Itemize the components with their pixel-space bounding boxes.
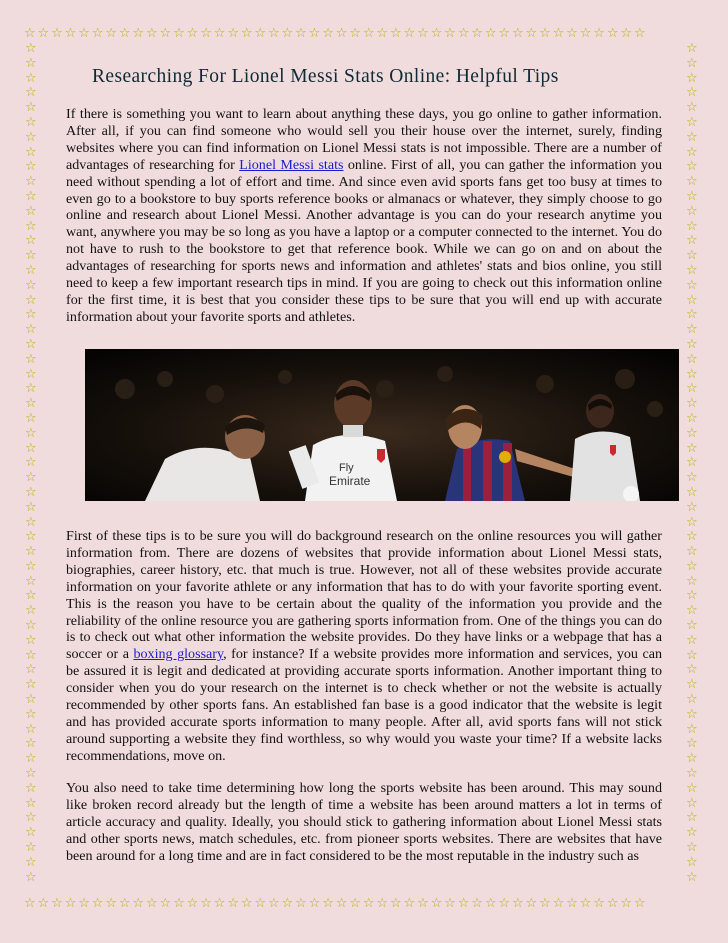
star-icon: ☆ [25, 203, 37, 219]
star-icon: ☆ [25, 188, 37, 204]
star-icon: ☆ [686, 544, 698, 560]
star-icon: ☆ [686, 470, 698, 486]
star-icon: ☆ [25, 218, 37, 234]
star-icon: ☆ [686, 766, 698, 782]
star-icon: ☆ [686, 558, 698, 574]
star-icon: ☆ [686, 55, 698, 71]
star-icon: ☆ [686, 410, 698, 426]
star-icon: ☆ [25, 440, 37, 456]
star-icon: ☆ [25, 869, 37, 885]
inline-link[interactable]: Lionel Messi stats [239, 156, 344, 173]
star-icon: ☆ [686, 618, 698, 634]
star-icon: ☆ [25, 544, 37, 560]
star-icon: ☆ [686, 810, 698, 826]
star-icon: ☆ [25, 780, 37, 796]
star-icon: ☆ [686, 854, 698, 870]
star-icon: ☆ [686, 780, 698, 796]
sponsor-fly: Fly [339, 462, 354, 474]
star-icon: ☆ [25, 100, 37, 116]
star-icon: ☆ [25, 336, 37, 352]
inline-link[interactable]: boxing glossary [133, 646, 224, 663]
paragraph-intro [66, 106, 662, 326]
star-icon: ☆ [686, 721, 698, 737]
paragraph-website-age [66, 780, 662, 865]
star-icon: ☆ [686, 588, 698, 604]
star-icon: ☆ [25, 470, 37, 486]
star-icon: ☆ [686, 677, 698, 693]
star-icon: ☆ [25, 396, 37, 412]
star-icon: ☆ [25, 795, 37, 811]
star-icon: ☆ [686, 322, 698, 338]
star-icon: ☆ [25, 114, 37, 130]
star-icon: ☆ [686, 706, 698, 722]
paragraph-background-research [66, 528, 662, 765]
star-icon: ☆ [686, 396, 698, 412]
star-icon: ☆ [686, 144, 698, 160]
star-icon: ☆ [686, 70, 698, 86]
star-icon: ☆ [686, 514, 698, 530]
star-icon: ☆ [25, 558, 37, 574]
star-icon: ☆ [686, 233, 698, 249]
sponsor-emirates: Emirate [329, 474, 371, 488]
star-icon: ☆ [686, 114, 698, 130]
paragraph-text: online. First of all, you can gather the information you need without spending a lot of effort and time. And since even avid sports fans get too busy at times to even go to a bookstore to buy sports reference books or almanacs or whatever, they simply choose to go online and research about Lionel Messi. Another advantage is you can do your research anytime you want, anywhere you may be so long as you have a laptop or a computer connected to the internet. You do not have to rush to the bookstore to get that reference book. While we can go on and on about the advantages of researching for sports news and information and athletes' stats and bios online, you still need to keep a few important research tips in mind. If you are going to check out this information online for the first time, it is best that you consider these tips to be sure that you will end up with accurate information about your favorite sports and athletes. [66, 156, 662, 325]
star-icon: ☆ [25, 292, 37, 308]
star-icon: ☆ [25, 825, 37, 841]
paragraph-text: You also need to take time determining how long the sports website has been around. This may sound like broken record already but the length of time a website has been around matters a lot in terms of article accuracy and quality. Ideally, you should stick to gathering information about Lionel Messi stats and other sports news, match schedules, etc. from pioneer sports websites. There are websites that have been around for a long time and are in fact considered to be the most reputable in the industry such as [66, 780, 662, 864]
star-icon: ☆ [25, 854, 37, 870]
star-icon: ☆ [25, 425, 37, 441]
star-icon: ☆ [25, 144, 37, 160]
star-icon: ☆ [686, 307, 698, 323]
star-icon: ☆ [25, 159, 37, 175]
star-icon: ☆ [686, 869, 698, 885]
star-icon: ☆ [25, 588, 37, 604]
star-icon: ☆ [25, 484, 37, 500]
paragraph-text: If there is something you want to learn about anything these days, you go online to gather information. After all, if you can find someone who would sell you their house over the internet, surely, finding websites where you can find information on Lionel Messi stats is not impossible. There are a number of advantages of researching for [66, 106, 662, 173]
star-icon: ☆ [686, 440, 698, 456]
star-icon: ☆ [686, 529, 698, 545]
star-icon: ☆ [686, 425, 698, 441]
star-icon: ☆ [686, 203, 698, 219]
star-icon: ☆ [25, 55, 37, 71]
star-icon: ☆ [25, 277, 37, 293]
star-icon: ☆ [686, 795, 698, 811]
star-icon: ☆ [686, 736, 698, 752]
star-icon: ☆ [686, 218, 698, 234]
star-icon: ☆ [25, 85, 37, 101]
star-icon: ☆ [25, 174, 37, 190]
star-icon: ☆ [25, 603, 37, 619]
star-icon: ☆ [25, 351, 37, 367]
star-icon: ☆ [25, 455, 37, 471]
star-icon: ☆ [25, 840, 37, 856]
star-icon: ☆ [686, 484, 698, 500]
star-icon: ☆ [686, 129, 698, 145]
star-icon: ☆ [25, 662, 37, 678]
page-title: Researching For Lionel Messi Stats Online: Helpful Tips [92, 66, 559, 87]
star-icon: ☆ [25, 573, 37, 589]
star-icon: ☆ [686, 573, 698, 589]
star-icon: ☆ [686, 825, 698, 841]
star-icon: ☆ [686, 751, 698, 767]
star-icon: ☆ [686, 381, 698, 397]
star-icon: ☆ [25, 381, 37, 397]
star-border-top: ☆☆☆☆☆☆☆☆☆☆☆☆☆☆☆☆☆☆☆☆☆☆☆☆☆☆☆☆☆☆☆☆☆☆☆☆☆☆☆☆☆☆☆☆☆☆ [24, 27, 648, 41]
star-icon: ☆ [686, 632, 698, 648]
star-icon: ☆ [686, 188, 698, 204]
star-icon: ☆ [25, 499, 37, 515]
star-icon: ☆ [25, 262, 37, 278]
star-icon: ☆ [686, 262, 698, 278]
star-icon: ☆ [686, 351, 698, 367]
star-border-bottom: ☆☆☆☆☆☆☆☆☆☆☆☆☆☆☆☆☆☆☆☆☆☆☆☆☆☆☆☆☆☆☆☆☆☆☆☆☆☆☆☆☆☆☆☆☆☆ [24, 897, 648, 911]
star-icon: ☆ [25, 632, 37, 648]
star-icon: ☆ [25, 233, 37, 249]
star-icon: ☆ [25, 751, 37, 767]
star-icon: ☆ [686, 692, 698, 708]
paragraph-text: First of these tips is to be sure you will do background research on the online resources you will gather information from. There are dozens of websites that provide information about Lionel Messi stats, biographies, career history, etc. that much is true. However, not all of these websites provide accurate information on your favorite athlete or any information that has to do with your favorite sporting event. This is the reason you have to be certain about the quality of the information you provide and the reliability of the online resource you are gathering sports information from. One of the things you can do is to check out what other information the website provides. Do they have links or a webpage that has a soccer or a [66, 528, 662, 663]
star-icon: ☆ [25, 70, 37, 86]
star-icon: ☆ [686, 277, 698, 293]
football-photo [85, 349, 679, 501]
star-icon: ☆ [25, 647, 37, 663]
star-icon: ☆ [25, 721, 37, 737]
star-icon: ☆ [686, 647, 698, 663]
star-icon: ☆ [686, 840, 698, 856]
star-icon: ☆ [686, 662, 698, 678]
star-icon: ☆ [25, 766, 37, 782]
star-border-right [686, 42, 700, 894]
star-icon: ☆ [25, 529, 37, 545]
star-icon: ☆ [686, 499, 698, 515]
star-icon: ☆ [25, 307, 37, 323]
star-icon: ☆ [25, 692, 37, 708]
star-icon: ☆ [686, 366, 698, 382]
star-icon: ☆ [686, 455, 698, 471]
star-icon: ☆ [686, 85, 698, 101]
star-icon: ☆ [686, 248, 698, 264]
star-icon: ☆ [686, 603, 698, 619]
star-icon: ☆ [25, 706, 37, 722]
star-icon: ☆ [686, 174, 698, 190]
star-icon: ☆ [686, 336, 698, 352]
star-icon: ☆ [686, 100, 698, 116]
star-icon: ☆ [25, 366, 37, 382]
star-icon: ☆ [25, 42, 37, 56]
star-icon: ☆ [686, 292, 698, 308]
star-icon: ☆ [25, 410, 37, 426]
paragraph-text: , for instance? If a website provides more information and services, you can be assured it is legit and dedicated at providing accurate sports information. Another important thing to consider when you do your research on the internet is to check whether or not the website is actually recommended by other sports fans. An established fan base is a good indicator that the website is legit and has provided accurate sports information to many people. After all, avid sports fans will not stick around supporting a website they find worthless, so why would you waste your time? If a website lacks recommendations, move on. [66, 646, 662, 764]
star-icon: ☆ [25, 618, 37, 634]
star-icon: ☆ [25, 322, 37, 338]
star-icon: ☆ [25, 677, 37, 693]
star-icon: ☆ [25, 129, 37, 145]
star-icon: ☆ [686, 159, 698, 175]
star-border-left [25, 42, 39, 894]
star-icon: ☆ [25, 736, 37, 752]
star-icon: ☆ [25, 514, 37, 530]
star-icon: ☆ [25, 248, 37, 264]
star-icon: ☆ [25, 810, 37, 826]
star-icon: ☆ [686, 42, 698, 56]
